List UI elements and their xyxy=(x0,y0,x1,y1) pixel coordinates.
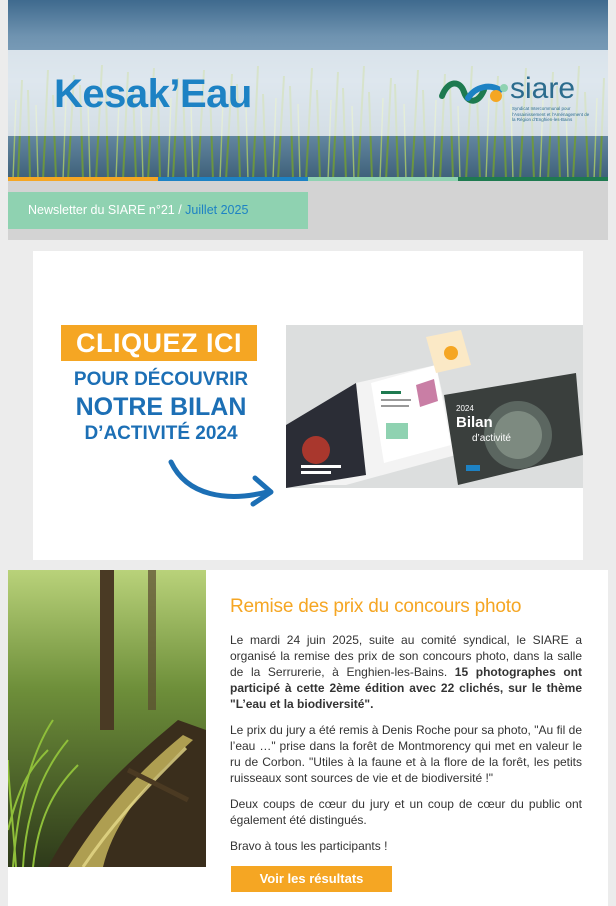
newsletter-issue-label: Newsletter du SIARE n°21 xyxy=(28,203,175,217)
article-body xyxy=(230,632,582,864)
newsletter-title: Kesak’Eau xyxy=(54,72,252,116)
newsletter-separator: / xyxy=(174,203,186,217)
siare-logo-subtitle: Syndicat Intercommunal pour l’Assainissement et l’Aménagement de la Région d’Enghien-les-Bains xyxy=(512,106,590,122)
article-paragraph-1-text: Le mardi 24 juin 2025, suite au comité syndical, le SIARE a organisé la remise des prix de son concours photo, dans la salle de la Serrurerie, à Enghien-les-Bains. xyxy=(230,633,582,679)
stream-photo-illustration xyxy=(8,570,206,867)
article-paragraph-1 xyxy=(230,632,582,712)
report-cover-title: Bilan xyxy=(456,414,493,431)
activity-report-illustration xyxy=(286,325,583,488)
header-banner xyxy=(8,0,608,180)
banner-line-3: D’ACTIVITÉ 2024 xyxy=(84,423,238,444)
stream-photo xyxy=(8,570,206,867)
view-results-button[interactable]: Voir les résultats xyxy=(231,866,392,892)
activity-report-banner[interactable] xyxy=(33,251,583,560)
article-paragraph-4: Bravo à tous les participants ! xyxy=(230,839,388,853)
banner-line-1: POUR DÉCOUVRIR xyxy=(73,369,249,390)
report-cover-year: 2024 xyxy=(456,404,474,413)
article-paragraph-3: Deux coups de cœur du jury et un coup de cœur du public ont également été distingués. xyxy=(230,797,582,827)
report-cover-subtitle: d’activité xyxy=(472,433,511,444)
banner-cta-label[interactable]: CLIQUEZ ICI xyxy=(61,325,257,361)
siare-logo-icon xyxy=(438,74,510,114)
siare-logo[interactable] xyxy=(438,68,588,124)
banner-line-2: NOTRE BILAN xyxy=(75,393,247,421)
siare-logo-word: siare xyxy=(510,72,576,105)
activity-report-image[interactable] xyxy=(286,325,583,488)
newsletter-date: Juillet 2025 xyxy=(185,203,249,217)
article-title: Remise des prix du concours photo xyxy=(230,596,522,617)
newsletter-issue-tag xyxy=(8,192,308,229)
article-paragraph-1-bold: 15 photographes ont participé à cette 2ème édition avec 22 clichés, sur le thème "L’eau et la biodiversité". xyxy=(230,665,583,711)
article-paragraph-2: Le prix du jury a été remis à Denis Roche pour sa photo, "Au fil de l’eau …" prise dans la forêt de Montmorency qui met en valeur le ru de Corbon. "Utiles à la faune et à la flore de la forêt, les petits ruisseaux sont sources de vie et de biodiversité !" xyxy=(230,723,582,785)
newsletter-info-bar xyxy=(8,181,608,240)
photo-contest-article xyxy=(8,570,608,906)
curved-arrow-icon xyxy=(167,456,279,511)
